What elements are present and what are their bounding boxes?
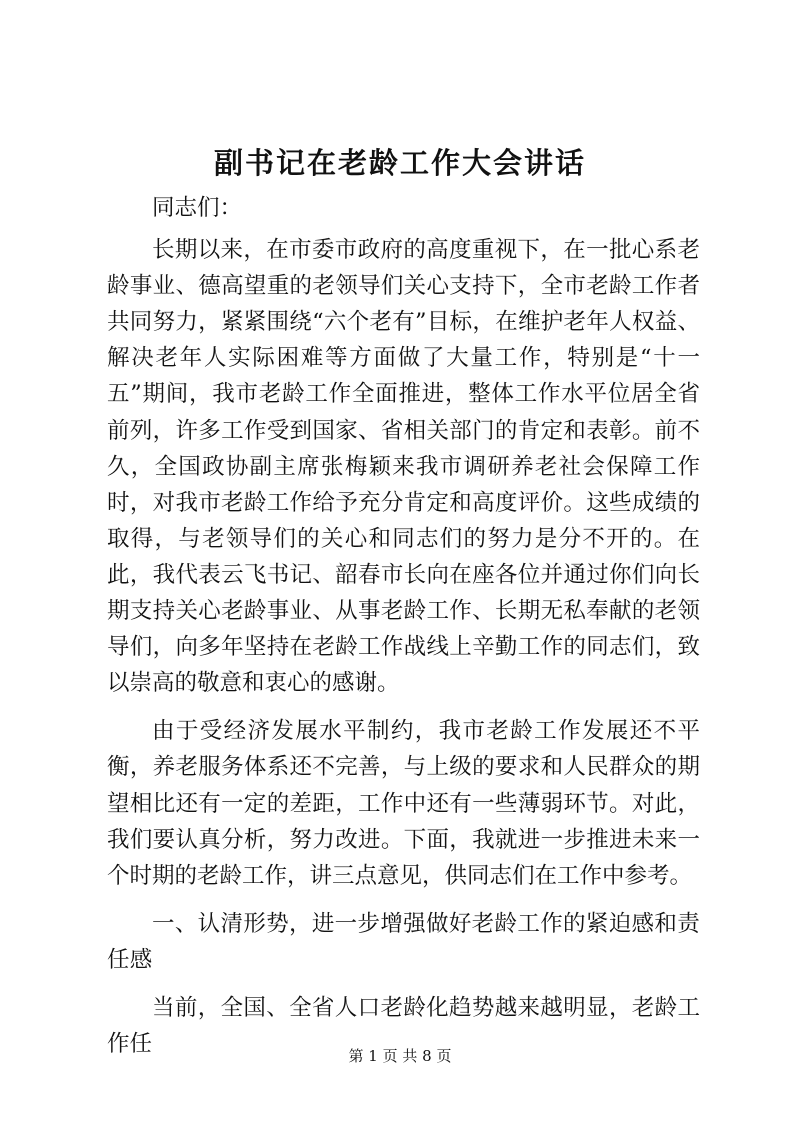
paragraph-2: 由于受经济发展水平制约，我市老龄工作发展还不平衡，养老服务体系还不完善，与上级的要求和人民群众的期望相比还有一定的差距，工作中还有一些薄弱环节。对此，我们要认真分析，努力改进。下面，我就进一步推进未来一个时期的老龄工作，讲三点意见，供同志们在工作中参考。 (107, 718, 700, 889)
section-heading: 一、认清形势，进一步增强做好老龄工作的紧迫感和责任感 (107, 910, 700, 973)
paragraph-1: 长期以来，在市委市政府的高度重视下，在一批心系老龄事业、德高望重的老领导们关心支持下，全市老龄工作者共同努力，紧紧围绕“六个老有”目标，在维护老年人权益、解决老年人实际困难等方面做了大量工作，特别是“十一五”期间，我市老龄工作全面推进，整体工作水平位居全省前列，许多工作受到国家、省相关部门的肯定和表彰。前不久，全国政协副主席张梅颖来我市调研养老社会保障工作时，对我市老龄工作给予充分肯定和高度评价。这些成绩的取得，与老领导们的关心和同志们的努力是分不开的。在此，我代表云飞书记、韶春市长向在座各位并通过你们向长期支持关心老龄事业、从事老龄工作、长期无私奉献的老领导们，向多年坚持在老龄工作战线上辛勤工作的同志们，致以崇高的敬意和衷心的感谢。 (107, 237, 700, 697)
greeting-line: 同志们： (152, 195, 243, 221)
paragraph-3: 当前，全国、全省人口老龄化趋势越来越明显，老龄工作任 (107, 994, 700, 1058)
page-number-footer: 第 1 页 共 8 页 (348, 1047, 452, 1065)
document-title: 副书记在老龄工作大会讲话 (213, 146, 586, 180)
document-body (107, 190, 700, 1062)
